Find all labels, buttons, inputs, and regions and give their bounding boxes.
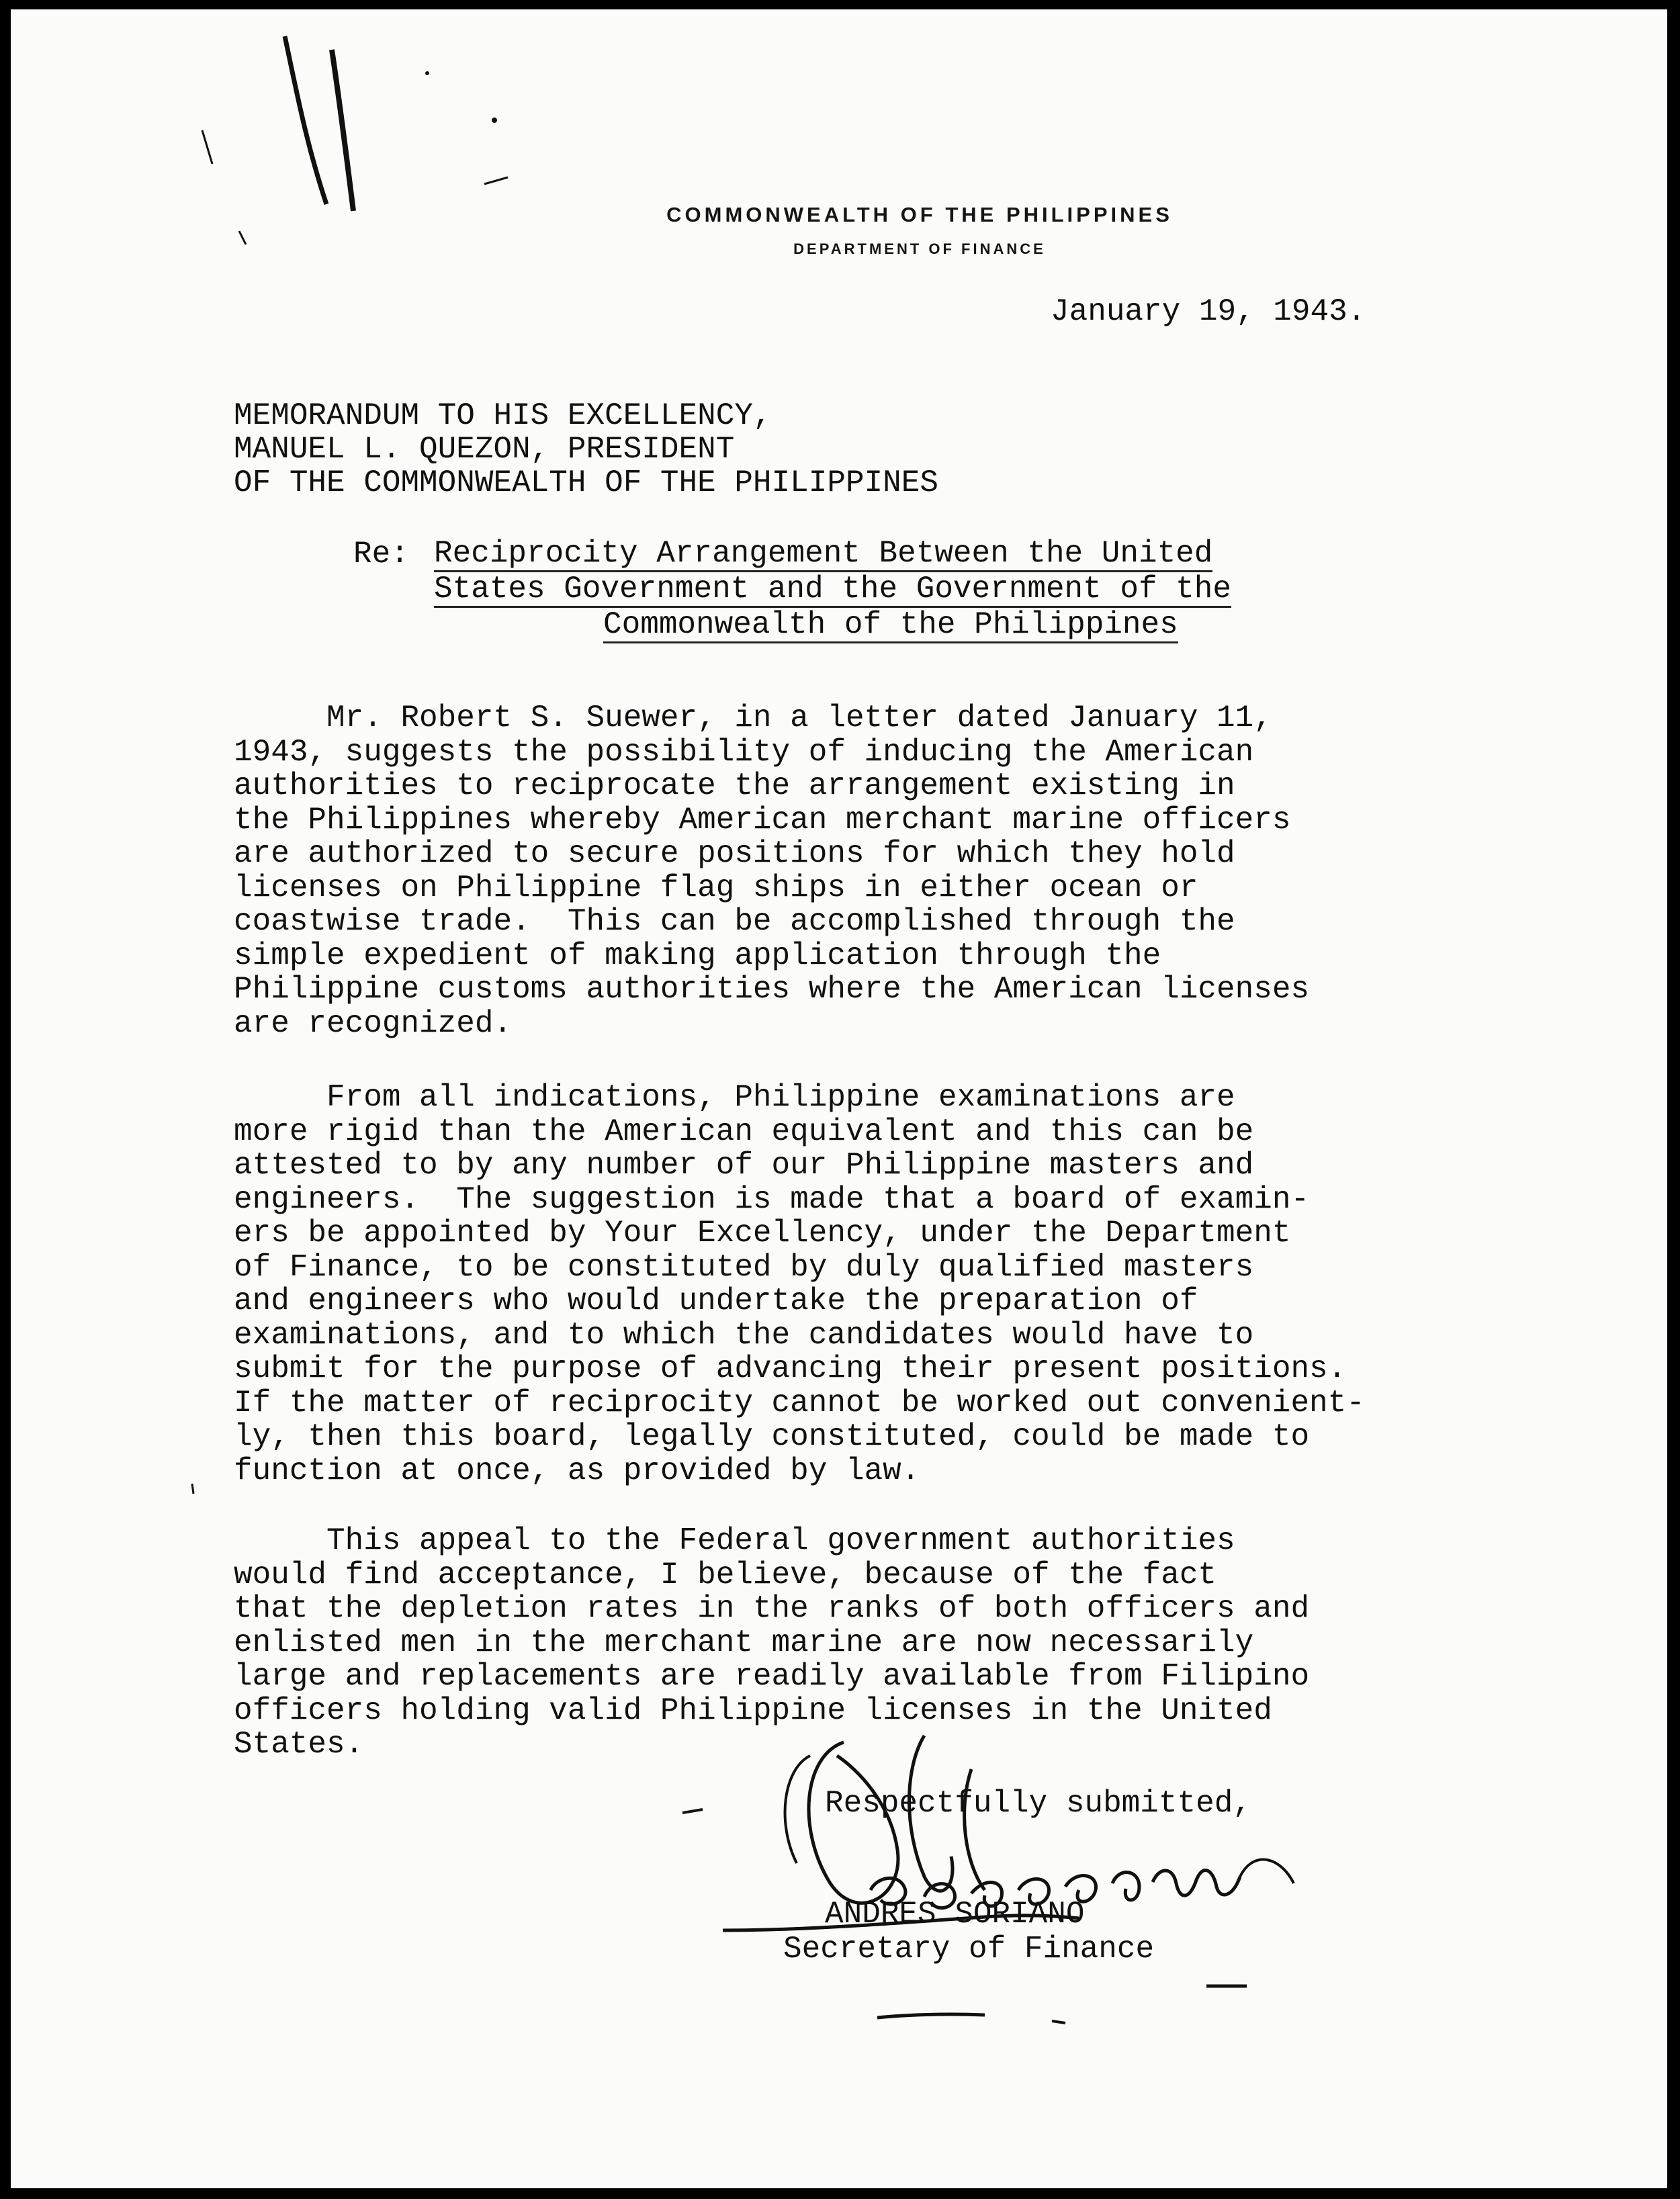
text-line: of Finance, to be constituted by duly qualified masters xyxy=(234,1249,1254,1285)
signer-name: ANDRES SORIANO xyxy=(825,1897,1085,1932)
text-line: authorities to reciprocate the arrangement existing in xyxy=(234,768,1235,803)
subject-line: Commonwealth of the Philippines xyxy=(603,607,1178,642)
text-line: examinations, and to which the candidates would have to xyxy=(234,1317,1254,1353)
subject-line: States Government and the Government of the xyxy=(434,572,1231,607)
subject-label: Re: xyxy=(353,537,409,572)
letterhead-title: COMMONWEALTH OF THE PHILIPPINES xyxy=(666,203,1173,226)
text-line: more rigid than the American equivalent and this can be xyxy=(234,1114,1254,1149)
paragraph-3 xyxy=(234,1524,1510,1762)
text-line: function at once, as provided by law. xyxy=(234,1453,920,1488)
text-line: that the depletion rates in the ranks of both officers and xyxy=(234,1591,1310,1626)
addressee-line: MANUEL L. QUEZON, PRESIDENT xyxy=(234,432,735,467)
text-line: attested to by any number of our Philippine masters and xyxy=(234,1148,1254,1183)
text-line: engineers. The suggestion is made that a board of examin- xyxy=(234,1181,1310,1217)
signer-title: Secretary of Finance xyxy=(783,1932,1155,1967)
text-line: Mr. Robert S. Suewer, in a letter dated January 11, xyxy=(234,701,1272,735)
letterhead-department: DEPARTMENT OF FINANCE xyxy=(793,240,1046,257)
text-line: Philippine customs authorities where the American licenses xyxy=(234,972,1310,1007)
text-line: ly, then this board, legally constituted, could be made to xyxy=(234,1419,1310,1454)
subject-line: Reciprocity Arrangement Between the United xyxy=(434,536,1213,571)
text-line: ers be appointed by Your Excellency, under the Department xyxy=(234,1216,1291,1251)
document-page xyxy=(11,9,1667,2188)
text-line: 1943, suggests the possibility of inducing the American xyxy=(234,734,1254,770)
text-line: enlisted men in the merchant marine are now necessarily xyxy=(234,1625,1254,1660)
text-line: simple expedient of making application through the xyxy=(234,938,1161,973)
text-line: If the matter of reciprocity cannot be worked out convenient- xyxy=(234,1385,1365,1421)
text-line: and engineers who would undertake the preparation of xyxy=(234,1284,1198,1318)
text-line: licenses on Philippine flag ships in either ocean or xyxy=(234,870,1198,905)
addressee-line: OF THE COMMONWEALTH OF THE PHILIPPINES xyxy=(234,465,938,500)
subject-block xyxy=(434,537,1361,643)
text-line: submit for the purpose of advancing their present positions. xyxy=(234,1351,1347,1386)
handwritten-signature xyxy=(703,1729,1347,1957)
memo-date: January 19, 1943. xyxy=(1051,294,1366,329)
text-line: large and replacements are readily available from Filipino xyxy=(234,1659,1310,1694)
text-line: This appeal to the Federal government authorities xyxy=(234,1523,1235,1558)
text-line: the Philippines whereby American merchant marine officers xyxy=(234,802,1291,838)
text-line: would find acceptance, I believe, because of the fact xyxy=(234,1557,1217,1592)
text-line: officers holding valid Philippine licenses in the United xyxy=(234,1693,1272,1728)
text-line: coastwise trade. This can be accomplished through the xyxy=(234,904,1235,939)
paragraph-1 xyxy=(234,701,1510,1040)
paragraph-2 xyxy=(234,1081,1510,1488)
addressee-line: MEMORANDUM TO HIS EXCELLENCY, xyxy=(234,398,772,433)
text-line: are recognized. xyxy=(234,1005,513,1041)
text-line: States. xyxy=(234,1727,364,1762)
text-line: From all indications, Philippine examinations are xyxy=(234,1080,1235,1115)
closing-text: Respectfully submitted, xyxy=(825,1786,1251,1821)
addressee-block xyxy=(234,399,938,500)
text-line: are authorized to secure positions for which they hold xyxy=(234,836,1235,871)
